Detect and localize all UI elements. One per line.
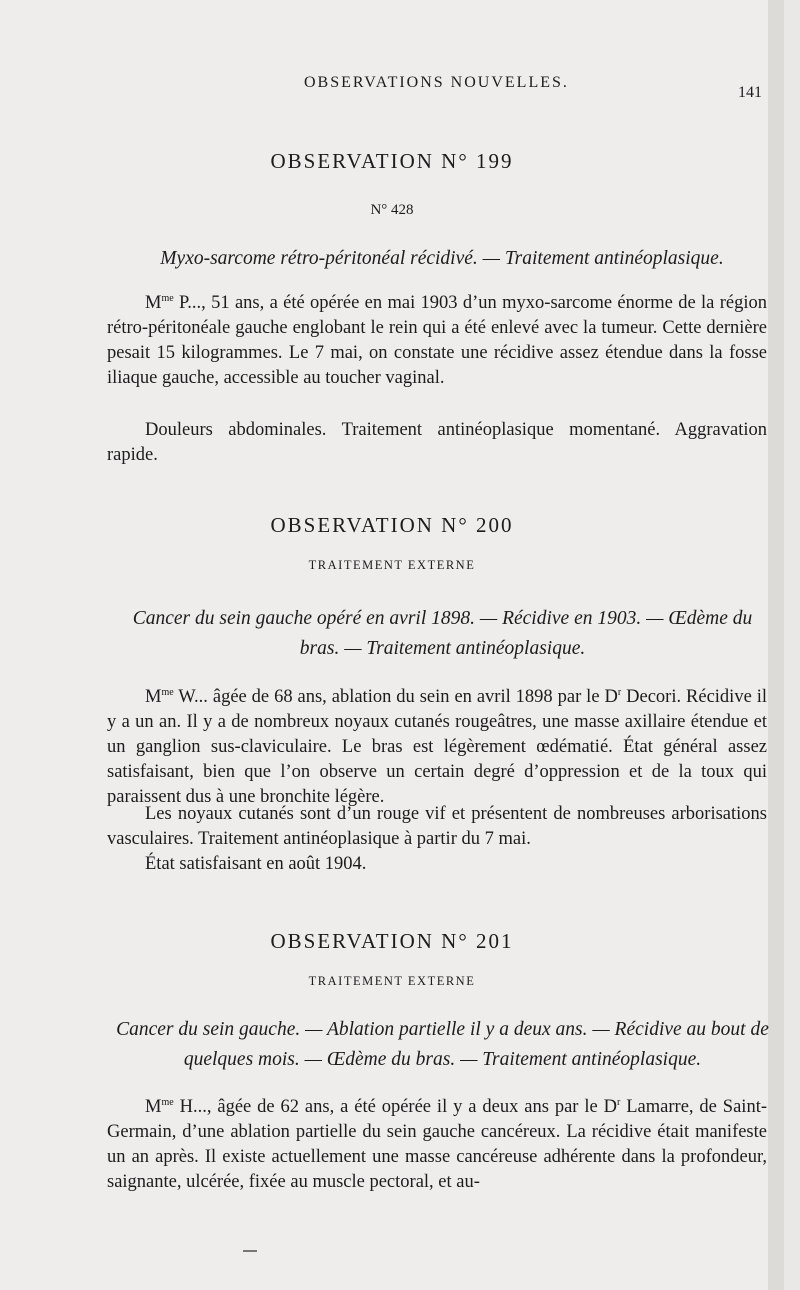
paragraph: Les noyaux cutanés sont d’un rouge vif et présentent de nombreuses arborisations vasculaires. Traitement antinéoplasique à partir du 7 mai.: [107, 804, 767, 849]
print-mark: [243, 1250, 257, 1252]
paragraph: État satisfaisant en août 1904.: [145, 854, 367, 874]
running-title: OBSERVATIONS NOUVELLES.: [304, 74, 569, 91]
observation-title-201: OBSERVATION N° 201: [270, 929, 514, 953]
paragraph: $M^{me}$ P..., 51 ans, a été opérée en mai 1903 d’un myxo-sarcome énorme de la région rétro-péritonéale gauche englobant le rein qui a été enlevé avec la tumeur. Cette dernière pesait 15 kilogrammes. Le 7 mai, on constate une récidive assez étendue dans la fosse iliaque gauche, accessible au toucher vaginal.: [107, 293, 767, 389]
page-number: 141: [738, 84, 762, 101]
page-edge: [768, 0, 784, 1290]
observation-subtitle: TRAITEMENT EXTERNE: [308, 558, 476, 572]
observation-heading-199: Myxo-sarcome rétro-péritonéal récidivé. — Traitement antinéoplasique.: [160, 248, 724, 269]
running-head: [0, 70, 784, 100]
observation-subtitle: TRAITEMENT EXTERNE: [308, 974, 476, 988]
paragraph: $M^{me}$ H..., âgée de 62 ans, a été opérée il y a deux ans par le $D^r$ Lamarre, de Saint-Germain, d’une ablation partielle du sein gauche cancéreux. La récidive était manifeste un an après. Il existe actuellement une masse cancéreuse adhérente dans la profondeur, saignante, ulcérée, fixée au muscle pectoral, et au-: [107, 1097, 767, 1193]
observation-heading-201: Cancer du sein gauche. — Ablation partielle il y a deux ans. — Récidive au bout de quelques mois. — Œdème du bras. — Traitement antinéoplasique.: [116, 1019, 769, 1070]
observation-title-199: OBSERVATION N° 199: [270, 149, 514, 173]
observation-title-200: OBSERVATION N° 200: [270, 513, 514, 537]
paragraph: Douleurs abdominales. Traitement antinéoplasique momentané. Aggravation rapide.: [107, 420, 767, 465]
case-number: N° 428: [370, 202, 414, 218]
paragraph: $M^{me}$ W... âgée de 68 ans, ablation du sein en avril 1898 par le $D^r$ Decori. Récidive il y a un an. Il y a de nombreux noyaux cutanés rougeâtres, une masse axillaire étendue et un ganglion sus-claviculaire. Le bras est légèrement œdématié. État général assez satisfaisant, bien que l’on observe un certain degré d’oppression et de la toux qui paraissent dus à une bronchite légère.: [107, 687, 767, 808]
observation-heading-200: Cancer du sein gauche opéré en avril 1898. — Récidive en 1903. — Œdème du bras. — Traitement antinéoplasique.: [132, 608, 753, 659]
